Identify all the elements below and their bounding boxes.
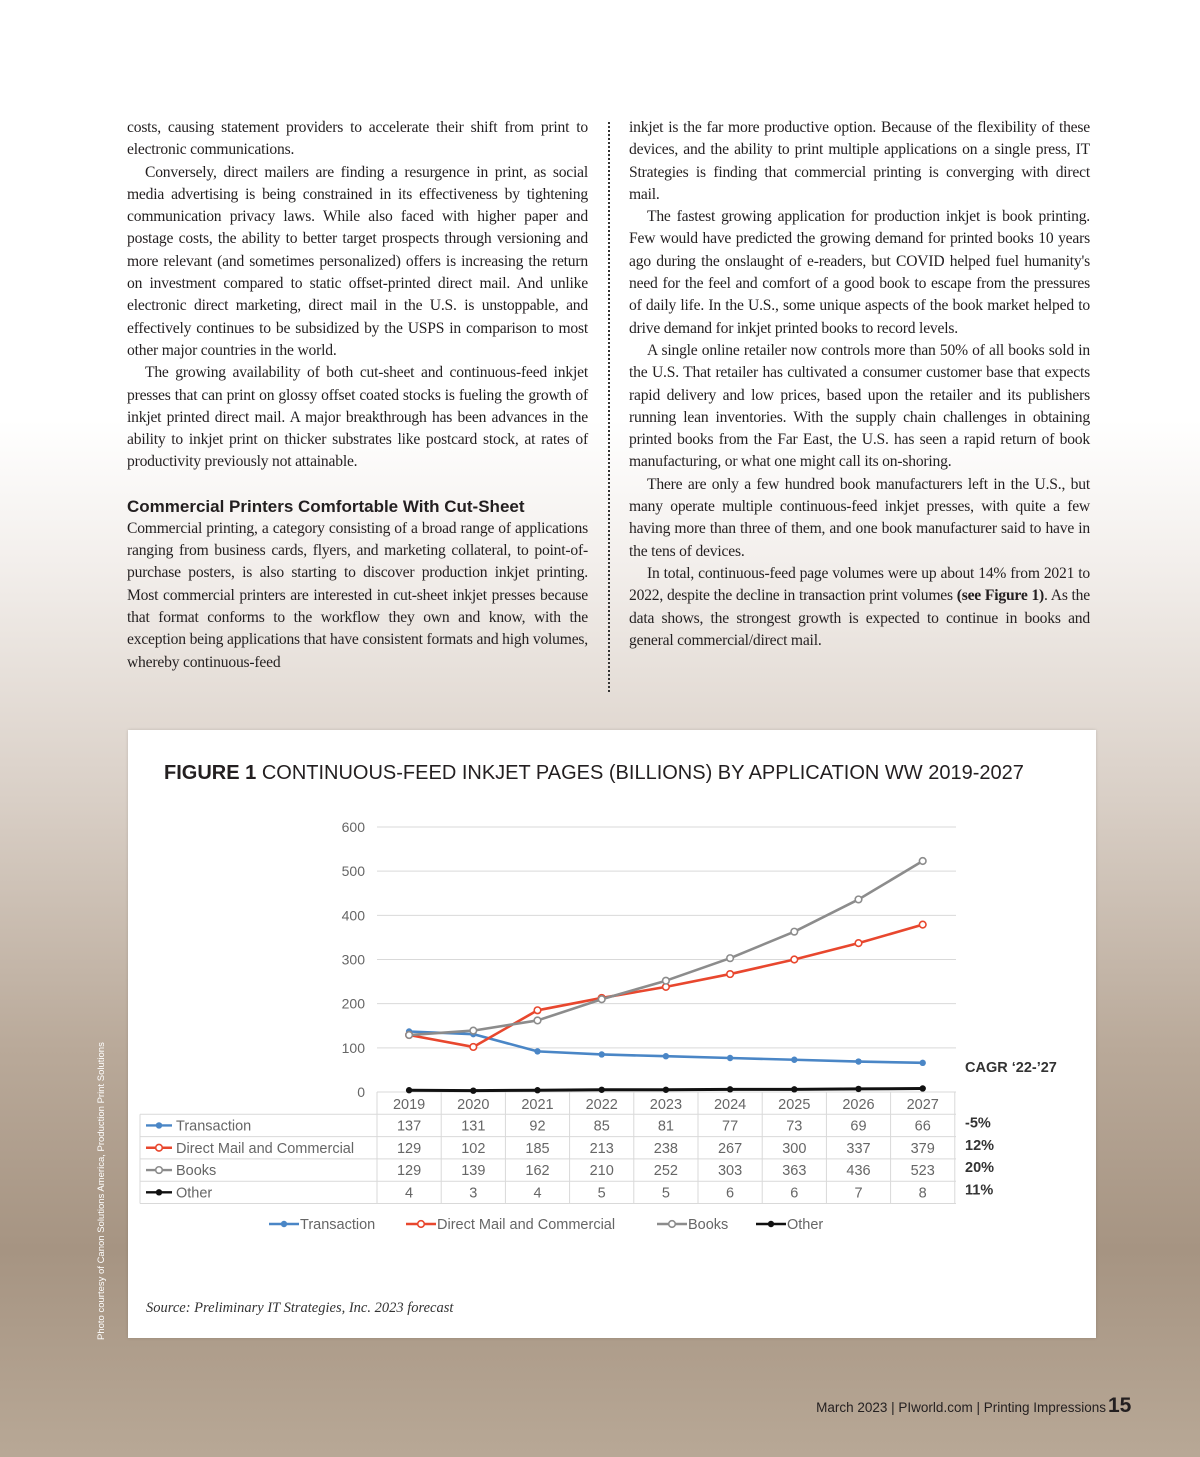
cagr-value: -5% [965,1115,991,1132]
data-point [663,1087,669,1093]
table-value: 81 [657,1118,674,1135]
x-tick-label: 2020 [457,1097,490,1113]
table-value: 129 [396,1163,422,1180]
table-series-label: Direct Mail and Commercial [176,1140,355,1157]
table-value: 8 [918,1185,927,1202]
figure-reference: (see Figure 1) [956,587,1045,605]
line-chart [128,730,1096,1290]
x-tick-label: 2023 [649,1097,683,1113]
data-point [470,1044,477,1051]
table-value: 137 [396,1118,422,1135]
y-tick-label: 300 [341,951,365,968]
table-value: 4 [533,1185,542,1202]
table-value: 5 [597,1185,606,1202]
paragraph: The fastest growing application for production inkjet is book printing. Few would have predicted the growing demand for printed books 10 years ago during the onslaught of e-readers, but COVID helped fuel humanity's need for the feel and comfort of a good book to escape from the pressures of daily life. In the U.S., some unique aspects of the book market helped to drive demand for inkjet printed books to record levels. [629,208,1090,337]
data-point [534,1007,541,1014]
table-legend-key-marker [156,1144,163,1151]
y-tick-label: 0 [357,1084,365,1100]
paragraph-text: In total, continuous-feed page volumes were up about 14% from 2021 to 2022, despite the decline in transaction print volumes [629,564,1090,605]
paragraph: The growing availability of both cut-sheet and continuous-feed inkjet presses that can print on glossy offset coated stocks is fueling the growth of inkjet printed direct mail. A major breakthrough has been advances in the ability to inkjet print on thicker substrates like postcard stock, at rates of productivity previously not attainable. [127,364,588,471]
figure-title-text: CONTINUOUS-FEED INKJET PAGES (BILLIONS) BY APPLICATION WW 2019-2027 [261,762,1024,784]
cagr-label: CAGR ‘22-’27 [965,1060,1057,1076]
table-value: 77 [722,1118,739,1135]
table-value: 102 [461,1140,486,1157]
figure-source: Source: Preliminary IT Strategies, Inc. 2023 forecast [146,1300,454,1316]
table-value: 73 [786,1118,803,1135]
table-value: 213 [589,1140,614,1157]
table-value: 379 [910,1140,935,1157]
table-value: 303 [717,1163,743,1180]
table-value: 92 [529,1118,546,1135]
figure-card [128,730,1096,1338]
cagr-value: 20% [965,1160,995,1177]
column-divider [608,122,610,692]
data-point [470,1027,477,1034]
table-value: 337 [846,1140,871,1157]
data-point [727,971,734,978]
table-value: 6 [726,1185,735,1202]
data-point [598,996,605,1003]
data-point [791,1057,797,1063]
y-tick-label: 400 [341,907,365,924]
paragraph [629,563,1090,652]
y-tick-label: 200 [341,995,365,1012]
table-value: 162 [525,1163,550,1180]
data-point [599,1087,605,1093]
data-point [919,858,926,865]
section-heading: Commercial Printers Comfortable With Cut-Sheet [127,496,525,516]
data-point [919,921,926,928]
legend-label: Transaction [300,1217,376,1233]
table-value: 185 [525,1140,550,1157]
table-value: 131 [461,1118,486,1135]
table-value: 523 [910,1163,935,1180]
legend-label: Books [688,1217,729,1233]
table-value: 3 [469,1185,478,1202]
data-point [727,955,734,962]
legend-key-marker [281,1221,287,1227]
legend-key-marker [669,1221,676,1228]
table-value: 129 [396,1140,422,1157]
footer-text: March 2023 | PIworld.com | Printing Impressions [816,1400,1106,1415]
table-series-label: Other [176,1185,213,1202]
x-tick-label: 2027 [906,1097,939,1113]
data-point [663,977,670,984]
table-value: 7 [854,1185,863,1202]
table-value: 267 [717,1140,743,1157]
data-point [534,1048,540,1054]
legend-label: Other [787,1217,824,1233]
data-point [855,1058,861,1064]
paragraph: Conversely, direct mailers are finding a resurgence in print, as social media advertising is being constrained in its effectiveness by tightening communication privacy laws. While also faced with higher paper and postage costs, the ability to better target prospects through versioning and more relevant (and sometimes personalized) offers is increasing the return on investment compared to static offset-printed direct mail. And unlike electronic direct marketing, direct mail in the U.S. is unstoppable, and effectively continues to be subsidized by the USPS in comparison to most other major countries in the world. [127,163,588,359]
table-value: 436 [846,1163,871,1180]
legend-key-marker [418,1221,425,1228]
table-legend-key-marker [156,1189,162,1195]
legend-label: Direct Mail and Commercial [437,1217,616,1233]
data-point [599,1051,605,1057]
data-point [406,1087,412,1093]
table-value: 210 [589,1163,614,1180]
paragraph-text: . As the data shows, the strongest growth is expected to continue in books and general commercial/direct mail. [629,587,1091,649]
table-legend-key-marker [156,1122,162,1128]
photo-credit: Photo courtesy of Canon Solutions America, Production Print Solutions [96,1042,107,1340]
x-tick-label: 2021 [521,1097,554,1113]
x-tick-label: 2022 [585,1097,618,1113]
data-point [663,1053,669,1059]
y-tick-label: 500 [341,863,365,880]
data-point [791,956,798,963]
cagr-value: 11% [965,1182,994,1199]
cagr-value: 12% [965,1137,995,1154]
data-point [534,1087,540,1093]
paragraph: A single online retailer now controls more than 50% of all books sold in the U.S. That retailer has cultivated a consumer customer base that expects rapid delivery and low prices, based upon the retailer and its publishers running lean inventories. With the supply chain challenges in obtaining printed books from the Far East, the U.S. has seen a rapid return of book manufacturing, or what one might call its on-shoring. [629,341,1090,471]
paragraph: costs, causing statement providers to accelerate their shift from print to electronic communications. [127,119,588,159]
table-value: 69 [850,1118,867,1135]
x-tick-label: 2025 [778,1097,811,1113]
data-point [470,1087,476,1093]
data-point [855,896,862,903]
data-point [855,940,862,947]
article-right-column [629,117,1090,652]
data-point [727,1086,733,1092]
paragraph: inkjet is the far more productive option. Because of the flexibility of these devices, and the ability to print multiple applications on a single press, IT Strategies is finding that commercial printing is converging with direct mail. [629,119,1090,203]
table-series-label: Transaction [176,1118,252,1135]
article-left-column [127,117,588,674]
data-point [406,1032,413,1039]
data-point [534,1017,541,1024]
table-value: 300 [782,1140,807,1157]
data-point [920,1060,926,1066]
figure-label: FIGURE 1 [164,762,257,784]
paragraph: There are only a few hundred book manufacturers left in the U.S., but many operate multiple continuous-feed inkjet presses, with quite a few having more than three of them, and one book manufacturer said to have in the tens of devices. [629,475,1090,560]
data-point [791,928,798,935]
paragraph: Commercial printing, a category consisting of a broad range of applications ranging from business cards, flyers, and marketing collateral, to point-of-purchase posters, is also starting to discover production inkjet printing. Most commercial printers are interested in cut-sheet inkjet presses because that format conforms to the workflow they own and know, with the exception being applications that have consistent formats and high volumes, whereby continuous-feed [127,519,588,671]
x-tick-label: 2026 [842,1097,875,1113]
y-tick-label: 600 [341,819,365,835]
data-point [920,1085,926,1091]
table-value: 139 [461,1163,486,1180]
data-point [727,1055,733,1061]
series-line-books [409,861,923,1035]
table-value: 5 [661,1185,670,1202]
table-value: 66 [914,1118,931,1135]
table-value: 85 [593,1118,610,1135]
data-point [855,1086,861,1092]
page-number: 15 [1108,1394,1132,1417]
table-value: 238 [653,1140,679,1157]
table-series-label: Books [176,1163,217,1180]
table-value: 6 [790,1185,799,1202]
table-legend-key-marker [156,1167,163,1174]
table-value: 363 [782,1163,807,1180]
table-value: 252 [653,1163,679,1180]
x-tick-label: 2019 [392,1097,426,1113]
table-value: 4 [405,1185,414,1202]
x-tick-label: 2024 [713,1097,747,1113]
data-point [791,1086,797,1092]
legend-key-marker [768,1221,774,1227]
y-tick-label: 100 [341,1039,365,1056]
